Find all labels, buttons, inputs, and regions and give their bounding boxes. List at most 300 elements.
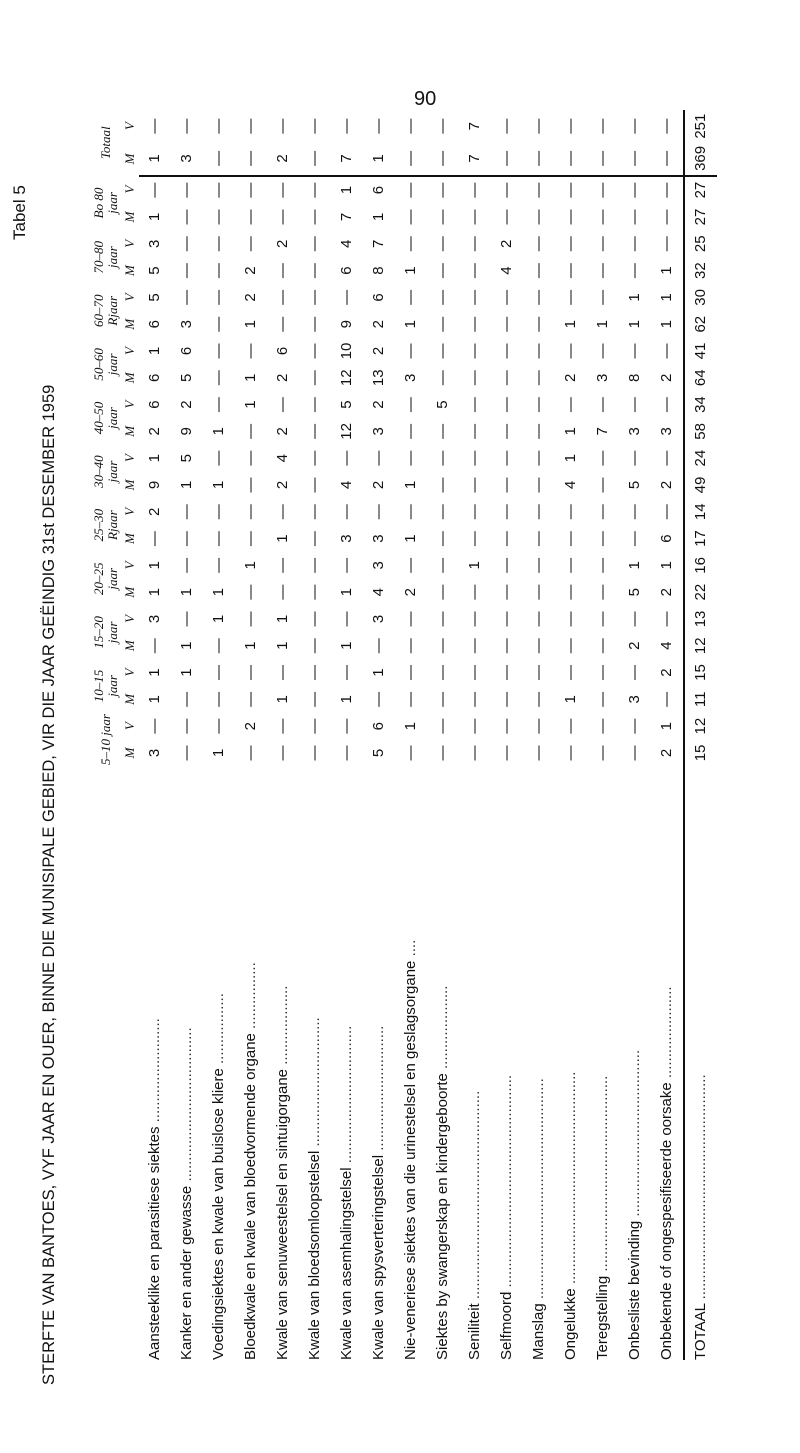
cell-value: — xyxy=(402,691,420,707)
table-row xyxy=(395,110,427,1360)
cell-value: 9 xyxy=(338,320,356,329)
cell-value: — xyxy=(370,691,388,707)
cell-value: — xyxy=(594,263,612,279)
cell-value: — xyxy=(242,209,260,225)
cell-value: — xyxy=(402,638,420,654)
table-row xyxy=(587,110,619,1360)
cell-value: — xyxy=(466,477,484,493)
cell-value: 8 xyxy=(370,266,388,275)
cell-value: 2 xyxy=(370,480,388,490)
cell-value: 1 xyxy=(562,320,580,329)
cell-value: — xyxy=(562,584,580,600)
cell-value: — xyxy=(498,209,516,225)
cell-value: — xyxy=(594,584,612,600)
sex-header: V xyxy=(122,507,138,516)
cell-value: — xyxy=(338,289,356,305)
cell-value: — xyxy=(242,118,260,134)
cause-label: Kanker en ander gewasse ..................................... xyxy=(178,1027,196,1360)
cell-value: — xyxy=(434,477,452,493)
cell-value: 2 xyxy=(658,748,676,758)
age-group-header: 50–60 jaar xyxy=(91,348,120,381)
cell-value: — xyxy=(434,584,452,600)
cell-value: — xyxy=(235,142,267,175)
cell-value: — xyxy=(498,118,516,134)
cell-value: — xyxy=(434,182,452,198)
cell-value: 1 xyxy=(242,641,260,650)
cell-value: 1 xyxy=(242,320,260,329)
cell-value: 1 xyxy=(178,587,196,597)
cell-value: — xyxy=(274,557,292,573)
cell-value: — xyxy=(466,316,484,332)
cell-value: 15 xyxy=(684,740,717,767)
cell-value: — xyxy=(626,665,644,681)
cell-value: 27 xyxy=(684,204,717,231)
cell-value: 2 xyxy=(658,587,676,597)
cell-value: — xyxy=(594,209,612,225)
cell-value: 1 xyxy=(146,212,164,222)
cell-value: — xyxy=(242,477,260,493)
cell-value: — xyxy=(274,718,292,734)
cell-value: — xyxy=(562,289,580,305)
cell-value: 3 xyxy=(658,427,676,436)
cell-value: — xyxy=(210,118,228,134)
cell-value: 1 xyxy=(338,641,356,650)
cell-value: 2 xyxy=(402,587,420,597)
cell-value: — xyxy=(203,142,235,175)
cell-value: — xyxy=(658,118,676,134)
table-title: STERFTE VAN BANTOES, VYF JAAR EN OUER, BINNE DIE MUNISIPALE GEBIED, VIR DIE JAAR GEËINDIG 31st DESEMBER 1959 xyxy=(40,384,58,1385)
cell-value: — xyxy=(146,182,164,198)
cell-value: — xyxy=(242,504,260,520)
table-row xyxy=(363,110,395,1360)
cell-value: — xyxy=(338,718,356,734)
cell-value: — xyxy=(210,504,228,520)
cause-label: Aansteeklike en parasitiese siektes ......................... xyxy=(146,1018,164,1360)
cell-value: — xyxy=(498,557,516,573)
cell-value: 16 xyxy=(684,552,717,579)
cell-value: — xyxy=(466,289,484,305)
cell-value: — xyxy=(562,718,580,734)
cell-value: — xyxy=(594,718,612,734)
cause-label: Selfmoord ................................................... xyxy=(498,1074,516,1360)
cell-value: — xyxy=(498,423,516,439)
cause-label: Kwale van asemhalingstelsel ................................. xyxy=(338,1025,356,1360)
sex-header: M xyxy=(122,693,138,705)
cell-value: — xyxy=(498,745,516,761)
cell-value: — xyxy=(466,263,484,279)
cell-value: — xyxy=(594,611,612,627)
cell-value: — xyxy=(626,118,644,134)
cell-value: — xyxy=(626,718,644,734)
sex-header: M xyxy=(122,153,138,165)
cell-value: 22 xyxy=(684,579,717,606)
cell-value: 2 xyxy=(242,721,260,731)
cell-value: — xyxy=(306,477,324,493)
cell-value: — xyxy=(658,343,676,359)
cell-value: — xyxy=(530,531,548,547)
cell-value: — xyxy=(402,118,420,134)
cell-value: — xyxy=(402,745,420,761)
cell-value: — xyxy=(530,638,548,654)
cell-value: — xyxy=(530,450,548,466)
cell-value: 1 xyxy=(402,266,420,275)
cell-value: 1 xyxy=(178,641,196,650)
age-group-header: 15–20 jaar xyxy=(91,616,120,649)
cell-value: 9 xyxy=(178,427,196,436)
cell-value: 251 xyxy=(684,110,717,142)
cell-value: — xyxy=(434,611,452,627)
cell-value: 2 xyxy=(274,427,292,436)
cell-value: — xyxy=(594,665,612,681)
cell-value: 41 xyxy=(684,338,717,365)
cell-value: — xyxy=(402,343,420,359)
sex-header: V xyxy=(122,614,138,623)
cell-value: — xyxy=(210,316,228,332)
table-label: Tabel 5 xyxy=(10,185,29,240)
cell-value: 4 xyxy=(274,454,292,463)
cell-value: 10 xyxy=(338,342,356,360)
cell-value: — xyxy=(146,531,164,547)
cell-value: — xyxy=(626,343,644,359)
table-row xyxy=(331,110,363,1360)
cell-value: — xyxy=(370,118,388,134)
cell-value: — xyxy=(466,423,484,439)
cell-value: — xyxy=(530,182,548,198)
total-label: TOTAAL ...................................................... xyxy=(684,766,717,1360)
cell-value: — xyxy=(242,423,260,439)
cell-value: 6 xyxy=(370,185,388,195)
cell-value: — xyxy=(594,289,612,305)
sex-header: V xyxy=(122,347,138,355)
cell-value: — xyxy=(178,557,196,573)
cell-value: — xyxy=(434,263,452,279)
cause-label: Onbesliste bevinding ........................................ xyxy=(626,1049,644,1360)
cell-value: — xyxy=(242,611,260,627)
cell-value: 62 xyxy=(684,311,717,338)
age-group-header: 70–80 jaar xyxy=(91,240,120,274)
cell-value: — xyxy=(434,557,452,573)
cell-value: 1 xyxy=(178,668,196,677)
cell-value: — xyxy=(402,397,420,413)
cell-value: — xyxy=(306,557,324,573)
cell-value: — xyxy=(210,638,228,654)
cell-value: — xyxy=(562,745,580,761)
cell-value: 5 xyxy=(146,266,164,275)
cell-value: 7 xyxy=(594,427,612,436)
cell-value: — xyxy=(402,236,420,252)
cell-value: — xyxy=(306,289,324,305)
cell-value: 5 xyxy=(178,454,196,463)
cell-value: 1 xyxy=(626,293,644,302)
cell-value: — xyxy=(434,745,452,761)
cell-value: — xyxy=(498,691,516,707)
cell-value: 6 xyxy=(178,346,196,356)
cell-value: — xyxy=(626,611,644,627)
cell-value: 6 xyxy=(274,346,292,356)
cell-value: 14 xyxy=(684,498,717,525)
cell-value: — xyxy=(306,118,324,134)
cell-value: 12 xyxy=(684,713,717,740)
cell-value: — xyxy=(338,557,356,573)
cell-value: 2 xyxy=(267,142,299,175)
cell-value: 2 xyxy=(370,400,388,409)
cell-value: 1 xyxy=(146,668,164,677)
cell-value: 6 xyxy=(146,320,164,329)
cell-value: — xyxy=(498,182,516,198)
cell-value: — xyxy=(594,343,612,359)
cell-value: — xyxy=(594,638,612,654)
cell-value: — xyxy=(562,638,580,654)
cell-value: 2 xyxy=(242,266,260,275)
cell-value: 1 xyxy=(210,614,228,624)
cell-value: 4 xyxy=(370,587,388,597)
cell-value: 1 xyxy=(658,266,676,275)
cell-value: — xyxy=(210,182,228,198)
cause-label: Kwale van bloedsomloopstelsel ............................... xyxy=(306,1017,324,1360)
sex-header: M xyxy=(122,372,138,384)
cell-value: 1 xyxy=(338,587,356,597)
cell-value: — xyxy=(466,718,484,734)
cell-value: — xyxy=(530,263,548,279)
cause-label: Kwale van senuweestelsel en sintuigorgane ................... xyxy=(274,985,292,1360)
cell-value: — xyxy=(498,370,516,386)
cell-value: — xyxy=(562,504,580,520)
cell-value: — xyxy=(242,584,260,600)
cell-value: — xyxy=(594,450,612,466)
cell-value: — xyxy=(626,236,644,252)
cell-value: 1 xyxy=(274,695,292,704)
table-row xyxy=(235,110,267,1360)
cause-label: Seniliteit .................................................. xyxy=(466,1090,484,1360)
cell-value: 1 xyxy=(146,346,164,356)
cell-value: — xyxy=(306,745,324,761)
cell-value: — xyxy=(274,316,292,332)
cell-value: — xyxy=(658,182,676,198)
cell-value: 1 xyxy=(402,480,420,490)
cell-value: 1 xyxy=(658,293,676,302)
cell-value: 49 xyxy=(684,472,717,499)
cell-value: 32 xyxy=(684,257,717,284)
cell-value: — xyxy=(466,343,484,359)
cell-value: — xyxy=(626,397,644,413)
cell-value: 9 xyxy=(146,480,164,490)
sex-header: V xyxy=(122,185,138,194)
cell-value: 1 xyxy=(242,561,260,570)
cell-value: — xyxy=(370,638,388,654)
cell-value: — xyxy=(210,236,228,252)
cell-value: — xyxy=(434,665,452,681)
cell-value: — xyxy=(466,397,484,413)
cell-value: 1 xyxy=(594,320,612,329)
cell-value: 11 xyxy=(684,686,717,713)
cell-value: 5 xyxy=(338,400,356,409)
cell-value: — xyxy=(146,718,164,734)
cause-label: Bloedkwale en kwale van bloedvormende organe ................ xyxy=(242,962,260,1360)
cell-value: — xyxy=(658,611,676,627)
cell-value: 1 xyxy=(658,561,676,570)
cell-value: 1 xyxy=(370,212,388,222)
cell-value: 1 xyxy=(274,534,292,543)
cell-value: — xyxy=(434,343,452,359)
cell-value: — xyxy=(146,118,164,134)
cell-value: — xyxy=(306,638,324,654)
sex-header: V xyxy=(122,722,138,731)
cell-value: 1 xyxy=(658,721,676,731)
cell-value: — xyxy=(530,557,548,573)
cell-value: 30 xyxy=(684,284,717,311)
cell-value: — xyxy=(274,665,292,681)
cell-value: — xyxy=(434,209,452,225)
cell-value: — xyxy=(626,209,644,225)
cell-value: 6 xyxy=(370,293,388,302)
cell-value: — xyxy=(274,584,292,600)
cell-value: — xyxy=(306,504,324,520)
cell-value: 3 xyxy=(370,614,388,624)
sex-header: M xyxy=(122,747,138,759)
cell-value: — xyxy=(242,745,260,761)
cell-value: — xyxy=(562,343,580,359)
cell-value: 8 xyxy=(626,373,644,382)
cell-value: — xyxy=(491,142,523,175)
cell-value: — xyxy=(530,611,548,627)
cell-value: — xyxy=(626,745,644,761)
cell-value: — xyxy=(466,584,484,600)
cell-value: 2 xyxy=(498,239,516,248)
cell-value: — xyxy=(466,182,484,198)
cell-value: — xyxy=(658,450,676,466)
cell-value: — xyxy=(530,209,548,225)
cell-value: 6 xyxy=(338,266,356,275)
sex-header: M xyxy=(122,318,138,330)
cell-value: — xyxy=(594,118,612,134)
cell-value: — xyxy=(242,531,260,547)
cell-value: 7 xyxy=(370,239,388,248)
cell-value: — xyxy=(498,316,516,332)
cell-value: 3 xyxy=(402,373,420,382)
cell-value: — xyxy=(306,343,324,359)
cell-value: — xyxy=(587,142,619,175)
table-row xyxy=(619,110,651,1360)
cell-value: 7 xyxy=(466,121,484,131)
cell-value: — xyxy=(274,745,292,761)
cell-value: — xyxy=(466,665,484,681)
cell-value: 13 xyxy=(370,369,388,387)
cell-value: — xyxy=(402,450,420,466)
cell-value: 5 xyxy=(178,373,196,382)
cell-value: 1 xyxy=(146,454,164,463)
sex-header: V xyxy=(122,454,138,463)
table-row xyxy=(491,110,523,1360)
cell-value: 2 xyxy=(274,239,292,248)
cell-value: 3 xyxy=(146,239,164,248)
cell-value: — xyxy=(523,142,555,175)
cell-value: — xyxy=(338,745,356,761)
cell-value: 3 xyxy=(626,427,644,436)
sex-header: M xyxy=(122,211,138,223)
age-group-header: Totaal xyxy=(97,126,113,160)
cell-value: — xyxy=(274,209,292,225)
cell-value: 17 xyxy=(684,525,717,552)
cell-value: 3 xyxy=(370,534,388,543)
cell-value: — xyxy=(626,531,644,547)
cell-value: — xyxy=(306,209,324,225)
cell-value: — xyxy=(434,118,452,134)
cell-value: 1 xyxy=(562,454,580,463)
cell-value: — xyxy=(562,611,580,627)
cell-value: — xyxy=(530,718,548,734)
sex-header: M xyxy=(122,586,138,598)
cell-value: — xyxy=(395,142,427,175)
cell-value: — xyxy=(530,316,548,332)
cell-value: 58 xyxy=(684,418,717,445)
cell-value: 1 xyxy=(626,320,644,329)
cell-value: — xyxy=(306,584,324,600)
cause-label: Kwale van spysverteringstelsel .............................. xyxy=(370,1025,388,1360)
cell-value: 7 xyxy=(459,142,491,175)
cell-value: — xyxy=(178,531,196,547)
cause-label: Siektes by swangerskap en kindergeboorte .................... xyxy=(434,985,452,1360)
cell-value: — xyxy=(562,236,580,252)
cell-value: — xyxy=(210,557,228,573)
cell-value: 1 xyxy=(562,695,580,704)
cell-value: — xyxy=(146,638,164,654)
cell-value: — xyxy=(530,477,548,493)
cell-value: 2 xyxy=(370,346,388,356)
cell-value: — xyxy=(530,504,548,520)
cell-value: — xyxy=(274,263,292,279)
cell-value: 1 xyxy=(402,721,420,731)
cell-value: — xyxy=(306,236,324,252)
cell-value: — xyxy=(210,397,228,413)
cell-value: 24 xyxy=(684,445,717,472)
cell-value: — xyxy=(562,665,580,681)
cell-value: — xyxy=(498,504,516,520)
cell-value: — xyxy=(498,531,516,547)
cell-value: — xyxy=(466,531,484,547)
cell-value: 2 xyxy=(146,427,164,436)
age-group-header: 5–10 jaar xyxy=(97,714,113,765)
cell-value: — xyxy=(178,209,196,225)
cell-value: 1 xyxy=(210,748,228,758)
cell-value: 3 xyxy=(146,748,164,758)
cell-value: — xyxy=(466,638,484,654)
cell-value: — xyxy=(402,289,420,305)
cell-value: — xyxy=(466,691,484,707)
cell-value: — xyxy=(466,504,484,520)
cell-value: 1 xyxy=(562,427,580,436)
cell-value: 34 xyxy=(684,391,717,418)
cell-value: 2 xyxy=(370,320,388,329)
cell-value: 1 xyxy=(338,185,356,195)
cell-value: — xyxy=(210,209,228,225)
cell-value: 6 xyxy=(658,534,676,543)
cell-value: — xyxy=(210,450,228,466)
cell-value: — xyxy=(306,370,324,386)
cell-value: — xyxy=(210,531,228,547)
cell-value: — xyxy=(530,691,548,707)
cell-value: — xyxy=(434,504,452,520)
cell-value: — xyxy=(402,182,420,198)
cell-value: — xyxy=(210,370,228,386)
cell-value: — xyxy=(434,718,452,734)
cell-value: 1 xyxy=(146,695,164,704)
cell-value: — xyxy=(210,665,228,681)
cell-value: 2 xyxy=(146,507,164,516)
cell-value: — xyxy=(434,316,452,332)
cell-value: — xyxy=(274,182,292,198)
cell-value: — xyxy=(594,745,612,761)
age-group-header: 10–15 jaar xyxy=(91,669,120,703)
